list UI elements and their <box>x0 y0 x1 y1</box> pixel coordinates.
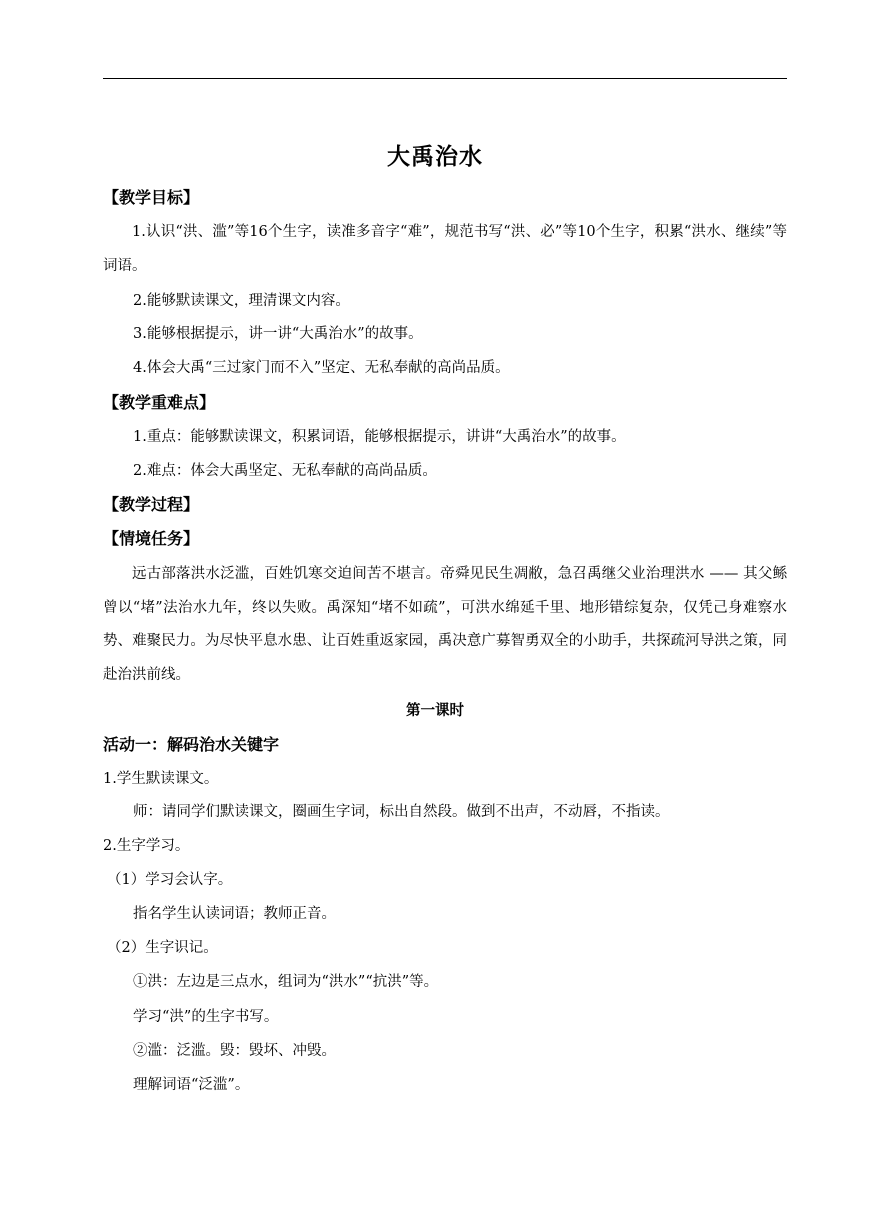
key-points-heading: 【教学重难点】 <box>103 393 216 412</box>
lesson-line-1: 1.学生默读课文。 <box>103 771 219 787</box>
goal-item-3: 3.能够根据提示，讲一讲“大禹治水”的故事。 <box>133 326 423 342</box>
lesson-line-7: ①洪：左边是三点水，组词为“洪水”“抗洪”等。 <box>133 974 439 990</box>
lesson-line-5: 指名学生认读词语；教师正音。 <box>133 906 336 922</box>
key-point-2: 2.难点：体会大禹坚定、无私奉献的高尚品质。 <box>133 463 437 479</box>
scenario-heading: 【情境任务】 <box>103 529 200 548</box>
lesson-line-2: 师：请同学们默读课文，圈画生字词，标出自然段。做到不出声，不动唇，不指读。 <box>133 804 670 820</box>
lesson-heading: 第一课时 <box>406 703 464 719</box>
header-rule <box>103 78 787 79</box>
process-heading: 【教学过程】 <box>103 495 200 514</box>
lesson-line-4: （1）学习会认字。 <box>107 872 233 888</box>
activity-title: 活动一：解码治水关键字 <box>103 735 280 754</box>
lesson-line-8: 学习“洪”的生字书写。 <box>133 1009 279 1025</box>
lesson-line-9: ②滥：泛滥。毁：毁坏、冲毁。 <box>133 1043 336 1059</box>
goals-heading: 【教学目标】 <box>103 188 200 207</box>
lesson-line-10: 理解词语“泛滥”。 <box>133 1077 250 1093</box>
goal-item-1: 1.认识“洪、滥”等16个生字，读准多音字“难”，规范书写“洪、必”等10个生字，积累“洪水、继续”等词语。 <box>103 224 787 274</box>
lesson-line-6: （2）生字识记。 <box>107 940 218 956</box>
goal-item-4: 4.体会大禹“三过家门而不入”坚定、无私奉献的高尚品质。 <box>133 360 510 376</box>
document-title: 大禹治水 <box>387 144 483 170</box>
goal-item-2: 2.能够默读课文，理清课文内容。 <box>133 293 350 309</box>
key-point-1: 1.重点：能够默读课文，积累词语，能够根据提示，讲讲“大禹治水”的故事。 <box>133 429 626 445</box>
scenario-text: 远古部落洪水泛滥，百姓饥寒交迫间苦不堪言。帝舜见民生凋敝，急召禹继父业治理洪水 —— 其父鲧曾以“堵”法治水九年，终以失败。禹深知“堵不如疏”，可洪水绵延千里、地形错综复杂，仅凭己身难察水势、难聚民力。为尽快平息水患、让百姓重返家园，禹决意广募智勇双全的小助手，共探疏河导洪之策，同赴治洪前线。 <box>103 566 787 683</box>
lesson-line-3: 2.生字学习。 <box>103 838 190 854</box>
